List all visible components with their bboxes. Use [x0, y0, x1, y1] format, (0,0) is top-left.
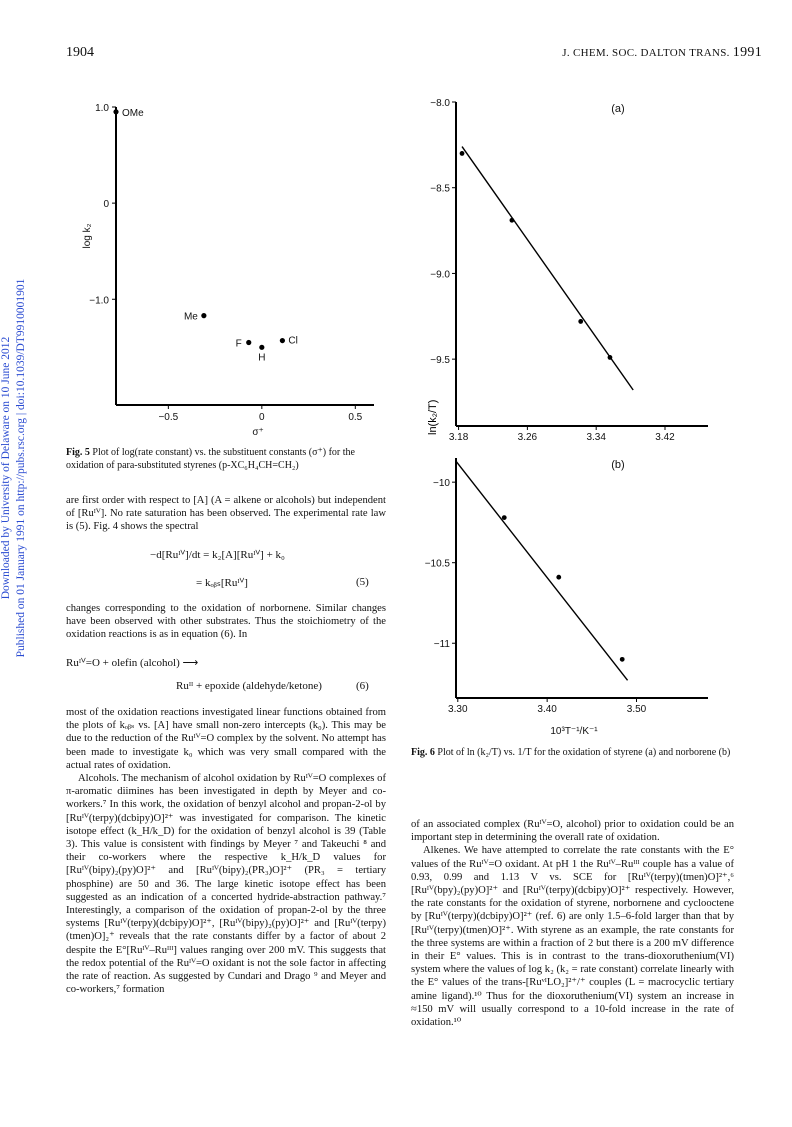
fig5-y-axis-label: log k₂: [82, 223, 93, 249]
equation-5-line-2: = kₒᵦₛ[Ruᴵⱽ]: [196, 577, 248, 589]
fig6b-fit-line: [456, 461, 628, 680]
fig5-data-point: [246, 340, 251, 345]
fig6a-y-tick-label: −9.0: [430, 269, 450, 281]
fig5-x-tick-label: 0: [259, 412, 265, 423]
download-notice: Downloaded by University of Delaware on 10 June 2012: [0, 336, 12, 600]
page-number: 1904: [66, 45, 94, 60]
fig6a-y-tick-label: −8.0: [430, 98, 450, 109]
fig6b-data-point: [620, 657, 625, 662]
fig6a-x-tick-label: 3.34: [586, 432, 606, 443]
fig6-ylabel: ln(k₂/T): [427, 399, 439, 435]
fig6a-plot-area: [430, 98, 708, 443]
fig5-point-label: H: [258, 352, 266, 364]
fig6a-data-point: [460, 151, 465, 156]
fig6b-panel-label: (b): [611, 459, 625, 471]
fig6a-data-point: [510, 218, 515, 223]
fig6b-y-tick-label: −11: [433, 639, 450, 651]
left-column: [66, 494, 386, 534]
fig5-data-point: [280, 338, 285, 343]
right-column: [411, 818, 734, 1029]
fig6b-y-tick-label: −10: [433, 478, 450, 490]
fig5-x-tick-label: −0.5: [158, 412, 179, 423]
fig5-caption-text: Plot of log(rate constant) vs. the substituent constants (σ⁺) for the oxidation of para-substituted styrenes (p-XC₆H₄CH=CH₂): [66, 447, 355, 471]
fig5-data-point: [201, 313, 206, 318]
fig5-point-label: Me: [183, 311, 198, 323]
fig5-chart: [70, 95, 380, 438]
fig6a-data-point: [608, 355, 613, 360]
publication-notice: Published on 01 January 1991 on http://pubs.rsc.org | doi:10.1039/DT9910001901: [15, 278, 27, 658]
fig6b-x-tick-label: 3.40: [537, 704, 557, 715]
fig6a-x-tick-label: 3.26: [517, 432, 538, 443]
fig5-y-tick-label: −1.0: [89, 295, 109, 307]
fig6b-x-tick-label: 3.50: [626, 704, 647, 715]
fig6a-fit-line: [462, 147, 633, 390]
fig5-data-point: [113, 109, 118, 114]
fig5-point-label: Cl: [288, 335, 298, 347]
fig5-y-tick-label: 1.0: [95, 103, 109, 114]
journal-year: 1991: [732, 45, 762, 60]
fig6b-plot-area: [425, 458, 708, 737]
equation-6-line-2: Ruᴵᴵ + epoxide (aldehyde/ketone): [176, 680, 322, 692]
fig6a-panel-label: (a): [611, 103, 625, 115]
left-column-3: [66, 706, 386, 996]
fig5-plot-area: [82, 103, 374, 438]
fig5-x-tick-label: 0.5: [348, 412, 363, 423]
fig6b-data-point: [502, 515, 507, 520]
journal-name: J. CHEM. SOC. DALTON TRANS.: [562, 47, 730, 59]
right-paragraph-1: of an associated complex (Ruᴵⱽ=O, alcohol) prior to oxidation could be an important step in determining the overall rate of oxidation.: [411, 819, 734, 844]
fig5-point-label: F: [235, 338, 242, 350]
left-paragraph-3: most of the oxidation reactions investigated linear functions obtained from the plots of kₒᵦₛ vs. [A] have small non-zero intercepts (k₀). This may be due to the reduction of the Ruᴵⱽ=O complex by the solvent. No attempt has been made to investigate k₀ which was very small compared with the actual rates of oxidation.: [66, 707, 386, 771]
fig6b-x-axis-label: 10³T⁻¹/K⁻¹: [550, 726, 598, 737]
fig6-caption: [411, 747, 731, 760]
fig6a-y-tick-label: −9.5: [430, 355, 450, 367]
fig5-caption: [66, 447, 386, 472]
fig6a-x-tick-label: 3.18: [448, 432, 469, 443]
left-paragraph-1: are first order with respect to [A] (A = alkene or alcohols) but independent of [Ruᴵⱽ]. No rate saturation has been observed. The experimental rate law is (5). Fig. 4 shows the spectral: [66, 495, 386, 533]
fig6-chart: [418, 90, 718, 737]
fig6b-y-tick-label: −10.5: [424, 558, 450, 570]
left-paragraph-4: Alcohols. The mechanism of alcohol oxidation by Ruᴵⱽ=O complexes of π-aromatic diimines has been investigated in depth by Meyer and co-workers.⁷ In this work, the oxidation of benzyl alcohol and propan-2-ol by [Ruᴵⱽ(terpy)(dcbipy)O]²⁺ was investigated for comparison. The kinetic isotope effect (k_H/k_D) for the oxidation of benzyl alcohol is 39 (Table 3). This value is consistent with findings by Meyer ⁷ and Takeuchi ⁸ and their co-workers where the respective k_H/k_D values for [Ruᴵⱽ(bipy)₂(py)O]²⁺ and [Ruᴵⱽ(bipy)₂(PR₃)O]²⁺ (PR₃ = tertiary phosphine) are 50 and 36. The large kinetic isotope effect has been suggested as an indication of a concerted hydride-abstraction pathway.⁷ Interestingly, a comparison of the oxidation of propan-2-ol by the three systems [Ruᴵⱽ(terpy)(dcbipy)O]²⁺, [Ruᴵⱽ(bipy)₂(py)O]²⁺ and [Ruᴵⱽ(terpy)(tmen)O]₂⁺ reveals that the rate constants differ by a factor of about 2 despite the E°[Ruᴵⱽ–Ruᴵᴵᴵ] values ranging over 200 mV. This suggests that the redox potential of the Ruᴵⱽ=O oxidant is not the sole factor in affecting the rate of reaction. As suggested by Cundari and Drago ⁹ and Meyer and co-workers,⁷ formation: [66, 773, 386, 996]
equation-6-line-1: Ruᴵⱽ=O + olefin (alcohol) ⟶: [66, 657, 199, 669]
left-column-2: [66, 602, 386, 642]
fig5-x-axis-label: σ⁺: [252, 427, 264, 438]
fig6a-y-tick-label: −8.5: [430, 183, 450, 195]
equation-5-line-1: −d[Ruᴵⱽ]/dt = k₂[A][Ruᴵⱽ] + k₀: [150, 549, 285, 561]
fig5-y-tick-label: 0: [103, 199, 109, 211]
fig6b-data-point: [556, 575, 561, 580]
equation-5-number: (5): [356, 576, 369, 588]
left-paragraph-2: changes corresponding to the oxidation of norbornene. Similar changes have been observed with other substrates. Thus the stoichiometry of the oxidation reactions is as in equation (6). In: [66, 603, 386, 641]
fig6a-x-tick-label: 3.42: [655, 432, 675, 443]
journal-title: [562, 45, 762, 61]
equation-6-number: (6): [356, 680, 369, 692]
fig6-caption-text: Plot of ln (k₂/T) vs. 1/T for the oxidation of styrene (a) and norborene (b): [437, 747, 731, 758]
fig6b-x-tick-label: 3.30: [448, 704, 468, 715]
fig6a-data-point: [578, 319, 583, 324]
fig5-point-label: OMe: [122, 107, 144, 119]
fig5-data-point: [259, 345, 264, 350]
fig6-caption-label: Fig. 6: [411, 747, 435, 758]
fig5-caption-label: Fig. 5: [66, 447, 90, 458]
right-paragraph-2: Alkenes. We have attempted to correlate the rate constants with the E° values of the Ruᴵⱽ=O oxidant. At pH 1 the Ruᴵⱽ–Ruᴵᴵᴵ couple has a value of 0.93, 0.99 and 1.13 V vs. SCE for [Ruᴵⱽ(terpy)(tmen)O]²⁺,⁶ [Ruᴵⱽ(bpy)₂(py)O]²⁺ and [Ruᴵⱽ(terpy)(dcbipy)O]²⁺ respectively. However, the rate constants for the oxidation of styrene, norbornene and cyclooctene by [Ruᴵⱽ(terpy)(dcbipy)O]²⁺ (ref. 6) are only 1.5–6-fold larger than that by [Ruᴵⱽ(terpy)(tmen)O]²⁺. With styrene as an example, the rate constants for the three systems are within a fraction of 2 but there is a 200 mV difference in their E° values. This is in contrast to the trans-dioxoruthenium(VI) system where the values of log k₂ (k₂ = rate constant) correlate linearly with the E° values of the trans-[RuᵛᴵLO₂]²⁺/⁺ couples (L = macrocyclic tertiary amine ligand).¹⁰ Thus for the dioxoruthenium(VI) system an increase in ≈150 mV will usually correspond to a 10-fold increase in the rate of oxidation.¹⁰: [411, 845, 734, 1029]
